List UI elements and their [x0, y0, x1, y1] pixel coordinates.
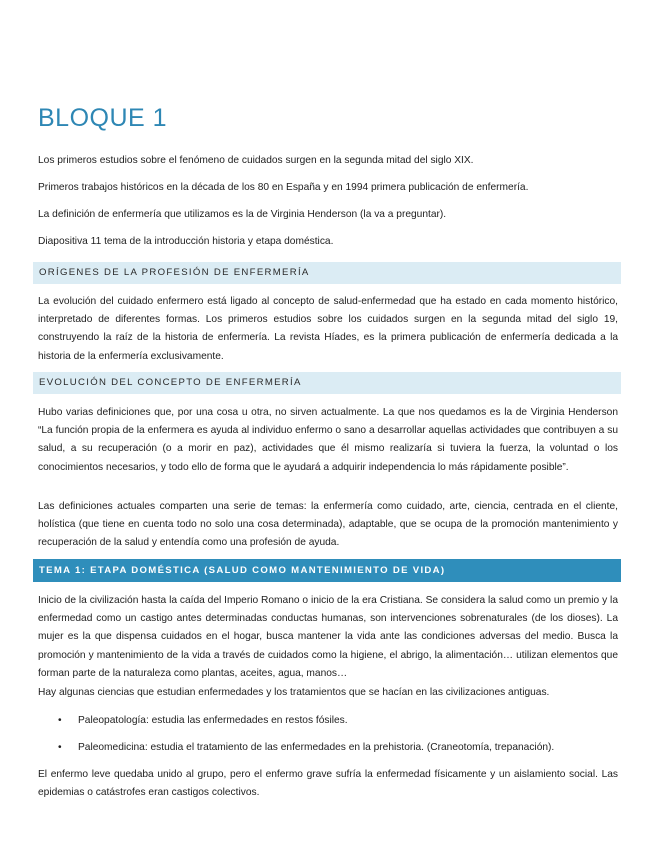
section-evolucion-paragraph-2: Las definiciones actuales comparten una serie de temas: la enfermería como cuidado, arte, ciencia, centrada en el cliente, holística (que tiene en cuenta todo no solo una cosa determinada), adaptable, que se ocupa de la promoción mantenimiento y recuperación de la salud y entendía como una profesión de ayuda.: [38, 501, 618, 549]
tema-1-paragraph-3: El enfermo leve quedaba unido al grupo, pero el enfermo grave sufría la enfermedad físicamente y un aislamiento social. Las epidemias o catástrofes eran castigos colectivos.: [38, 769, 618, 799]
section-heading-tema-1: TEMA 1: ETAPA DOMÉSTICA (SALUD COMO MANTENIMIENTO DE VIDA): [33, 559, 621, 582]
page-title: BLOQUE 1: [38, 104, 168, 132]
list-item-text: Paleopatología: estudia las enfermedades en restos fósiles.: [78, 715, 348, 726]
bullet-icon: •: [58, 715, 62, 726]
intro-line-3: La definición de enfermería que utilizamos es la de Virginia Henderson (la va a preguntar).: [38, 209, 447, 220]
intro-line-4: Diapositiva 11 tema de la introducción historia y etapa doméstica.: [38, 236, 334, 247]
section-heading-evolucion: EVOLUCIÓN DEL CONCEPTO DE ENFERMERÍA: [33, 372, 621, 394]
section-heading-origenes: ORÍGENES DE LA PROFESIÓN DE ENFERMERÍA: [33, 262, 621, 284]
bullet-icon: •: [58, 742, 62, 753]
section-origenes-paragraph: La evolución del cuidado enfermero está ligado al concepto de salud-enfermedad que ha estado en cada momento histórico, interpretado de diferentes formas. Los primeros estudios sobre los cuidados surgen en la segunda mitad del siglo 19, construyendo la raíz de la historia de enfermería. La revista Híades, es la primera publicación de enfermería dedicada a la historia de la enfermería exclusivamente.: [38, 296, 618, 362]
tema-1-paragraph-2: Hay algunas ciencias que estudian enfermedades y los tratamientos que se hacían en las civilizaciones antiguas.: [38, 687, 550, 698]
tema-1-paragraph-1: Inicio de la civilización hasta la caída del Imperio Romano o inicio de la era Cristiana. Se considera la salud como un premio y la enfermedad como un castigo antes determinadas conductas humanas, son intervenciones sobrenaturales (de los dioses). La mujer es la que dispensa cuidados en el hogar, busca mantener la vida ante las condiciones adversas del medio. Busca la promoción y mantenimiento de la vida a través de cuidados como la higiene, el abrigo, la alimentación… utilizan elementos que forman parte de la naturaleza como plantas, aceites, agua, manos…: [38, 595, 618, 679]
intro-line-1: Los primeros estudios sobre el fenómeno de cuidados surgen en la segunda mitad del siglo XIX.: [38, 155, 474, 166]
section-evolucion-paragraph-1: Hubo varias definiciones que, por una cosa u otra, no sirven actualmente. La que nos quedamos es la de Virginia Henderson “La función propia de la enfermera es ayuda al individuo enfermo o sano a desarrollar aquellas actividades que contribuyen a su salud, a su recuperación (o a morir en paz), actividades que él mismo realizaría si tuviera la fuerza, la voluntad o los conocimientos necesarios, y todo ello de forma que le ayudará a adquirir independencia lo más rápidamente posible”.: [38, 407, 618, 473]
list-item-text: Paleomedicina: estudia el tratamiento de las enfermedades en la prehistoria. (Craneotomía, trepanación).: [78, 742, 555, 753]
intro-line-2: Primeros trabajos históricos en la década de los 80 en España y en 1994 primera publicación de enfermería.: [38, 182, 529, 193]
